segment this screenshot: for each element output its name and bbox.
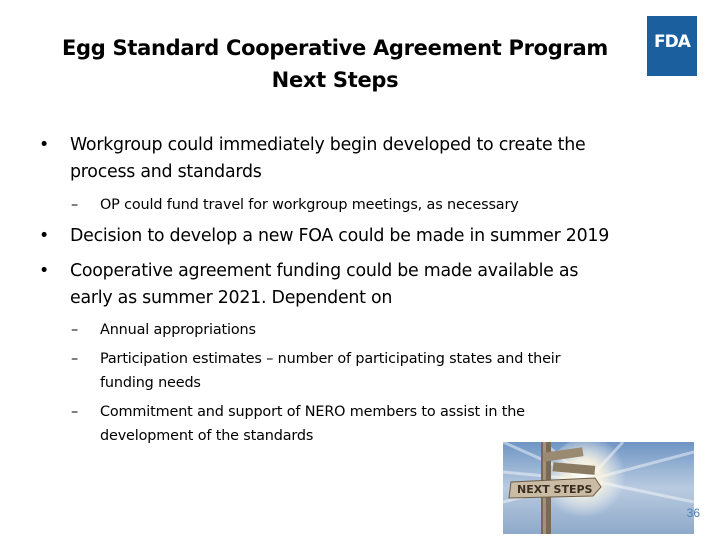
subbullet-dash: –	[71, 351, 79, 367]
subbullet-text-line: Annual appropriations	[100, 322, 256, 338]
bullet-text-line: Workgroup could immediately begin developed to create the	[70, 135, 586, 155]
subbullet-text-line: development of the standards	[100, 428, 314, 444]
slide-title	[20, 32, 650, 96]
subbullet-text-line: Commitment and support of NERO members to assist in the	[100, 404, 525, 420]
subbullet-item	[71, 193, 519, 217]
bullet-item	[39, 223, 610, 250]
page-number: 36	[686, 506, 700, 520]
subbullet-item	[71, 400, 525, 448]
bullet-text-line: Cooperative agreement funding could be made available as	[70, 261, 579, 281]
next-steps-signpost-image	[503, 442, 694, 534]
bullet-text-line: process and standards	[70, 162, 262, 182]
subbullet-text-line: Participation estimates – number of participating states and their	[100, 351, 561, 367]
fda-logo-text: FDA	[654, 32, 690, 52]
subbullet-dash: –	[71, 322, 79, 338]
subbullet-dash: –	[71, 197, 79, 213]
title-line-2: Next Steps	[271, 68, 399, 92]
subbullet-text-line: funding needs	[100, 375, 201, 391]
sign-text: NEXT STEPS	[517, 483, 593, 496]
subbullet-dash: –	[71, 404, 79, 420]
bullet-text-line: early as summer 2021. Dependent on	[70, 288, 393, 308]
bullet-item	[39, 132, 586, 186]
bullet-dot: •	[39, 261, 50, 281]
bullet-dot: •	[39, 226, 50, 246]
fda-logo	[647, 16, 697, 76]
bullet-item	[39, 258, 579, 312]
subbullet-item	[71, 318, 256, 342]
title-line-1: Egg Standard Cooperative Agreement Program	[61, 36, 609, 60]
bullet-dot: •	[39, 135, 50, 155]
subbullet-text-line: OP could fund travel for workgroup meetings, as necessary	[100, 197, 519, 213]
subbullet-item	[71, 347, 561, 395]
bullet-text-line: Decision to develop a new FOA could be made in summer 2019	[70, 226, 610, 246]
